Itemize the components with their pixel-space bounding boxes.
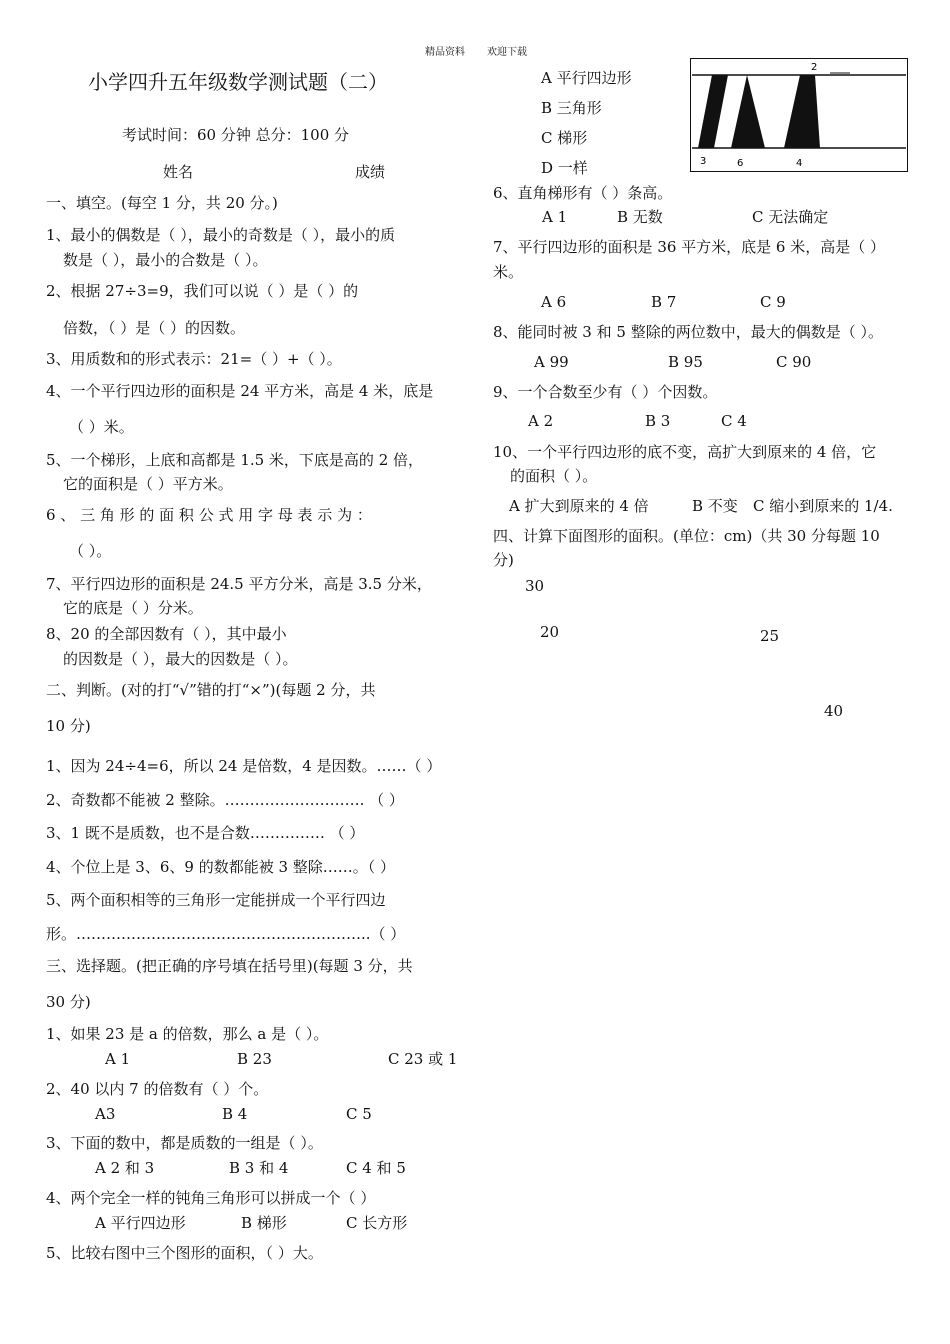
s1-q5-line2: 它的面积是（ ）平方米。 [63, 475, 233, 493]
page-title: 小学四升五年级数学测试题（二） [88, 70, 388, 94]
figure-label-bottom-1: 3 [700, 156, 707, 167]
s3-q1: 1、如果 23 是 a 的倍数，那么 a 是（ ）。 [46, 1025, 329, 1043]
figure-label-top: 2 [811, 62, 818, 73]
s4-label-20: 20 [540, 623, 560, 641]
s1-q7-line1: 7、平行四边形的面积是 24.5 平方分米，高是 3.5 分米， [46, 575, 432, 593]
s3-q10-line1: 10、一个平行四边形的底不变，高扩大到原来的 4 倍，它 [493, 443, 877, 461]
s3-q6: 6、直角梯形有（ ）条高。 [493, 184, 673, 202]
s1-q6-line1: 6 、 三 角 形 的 面 积 公 式 用 字 母 表 示 为 ： [46, 506, 372, 524]
s1-q2-line2: 倍数，（ ）是（ ）的因数。 [63, 319, 246, 337]
s2-q5-line2: 形。…………………………………………………..（ ） [46, 925, 406, 943]
s3-q9: 9、一个合数至少有（ ）个因数。 [493, 383, 718, 401]
triangle-shape [731, 75, 765, 148]
s3-q5-option-b: B 三角形 [541, 99, 602, 117]
section2-heading-line1: 二、判断。(对的打“√”错的打“×”)(每题 2 分，共 [46, 681, 376, 699]
section3-heading-line2: 30 分) [46, 993, 91, 1011]
score-label: 成绩 [355, 163, 386, 181]
header-right-text: 欢迎下载 [487, 47, 527, 58]
s2-q4: 4、个位上是 3、6、9 的数都能被 3 整除……。（ ） [46, 858, 396, 876]
s3-q8: 8、能同时被 3 和 5 整除的两位数中，最大的偶数是（ ）。 [493, 323, 883, 341]
s3-q2: 2、40 以内 7 的倍数有（ ）个。 [46, 1080, 269, 1098]
section1-heading: 一、填空。(每空 1 分，共 20 分。) [46, 194, 278, 212]
s1-q3: 3、用质数和的形式表示：21=（ ）+（ ）。 [46, 350, 342, 368]
figure-label-bottom-3: 4 [796, 158, 803, 169]
s3-q1-option-a: A 1 [105, 1050, 131, 1068]
s3-q7-option-c: C 9 [760, 293, 786, 311]
s4-label-40: 40 [824, 702, 844, 720]
s3-q5-option-c: C 梯形 [541, 129, 588, 147]
s2-q3: 3、1 既不是质数，也不是合数…………… （ ） [46, 824, 365, 842]
s3-q10-option-b: B 不变 [692, 497, 738, 515]
s1-q7-line2: 它的底是（ ）分米。 [63, 599, 203, 617]
s3-q3: 3、下面的数中，都是质数的一组是（ ）。 [46, 1134, 323, 1152]
s3-q2-option-a: A3 [95, 1105, 116, 1123]
s3-q4-option-c: C 长方形 [346, 1214, 408, 1232]
s3-q9-option-a: A 2 [528, 412, 554, 430]
s1-q8-line1: 8、20 的全部因数有（ ），其中最小 [46, 625, 287, 643]
s3-q3-option-a: A 2 和 3 [95, 1159, 155, 1177]
s3-q3-option-c: C 4 和 5 [346, 1159, 406, 1177]
s3-q6-option-b: B 无数 [617, 208, 663, 226]
parallelogram-shape [698, 75, 728, 148]
s1-q2-line1: 2、根据 27÷3=9，我们可以说（ ）是（ ）的 [46, 282, 359, 300]
s3-q7-line1: 7、平行四边形的面积是 36 平方米，底是 6 米，高是（ ） [493, 238, 886, 256]
s1-q6-line2: （ ）。 [69, 542, 112, 560]
s3-q2-option-c: C 5 [346, 1105, 372, 1123]
s3-q9-option-c: C 4 [721, 412, 747, 430]
s3-q9-option-b: B 3 [645, 412, 671, 430]
s3-q7-option-b: B 7 [651, 293, 677, 311]
s3-q10-option-c: C 缩小到原来的 1/4. [753, 497, 893, 515]
s3-q10-line2: 的面积（ ）。 [510, 467, 598, 485]
s2-q2: 2、奇数都不能被 2 整除。………………………. （ ） [46, 791, 404, 809]
s3-q5-option-d: D 一样 [541, 159, 588, 177]
s3-q5-option-a: A 平行四边形 [541, 69, 632, 87]
s1-q1-line1: 1、最小的偶数是（ ），最小的奇数是（ ），最小的质 [46, 226, 396, 244]
s3-q3-option-b: B 3 和 4 [229, 1159, 289, 1177]
s3-q7-line2: 米。 [493, 263, 524, 281]
s3-q6-option-a: A 1 [542, 208, 568, 226]
s3-q4-option-b: B 梯形 [241, 1214, 287, 1232]
s4-label-25: 25 [760, 627, 780, 645]
s3-q1-option-c: C 23 或 1 [388, 1050, 458, 1068]
s3-q6-option-c: C 无法确定 [752, 208, 829, 226]
name-label: 姓名 [163, 163, 194, 181]
trapezoid-shape [784, 75, 820, 148]
s2-q1: 1、因为 24÷4=6，所以 24 是倍数，4 是因数。……（ ） [46, 757, 442, 775]
s1-q5-line1: 5、一个梯形，上底和高都是 1.5 米，下底是高的 2 倍， [46, 451, 424, 469]
figure-label-bottom-2: 6 [737, 158, 744, 169]
section4-heading-line1: 四、计算下面图形的面积。(单位：cm)（共 30 分每题 10 [493, 527, 880, 545]
s3-q10-option-a: A 扩大到原来的 4 倍 [509, 497, 649, 515]
section2-heading-line2: 10 分) [46, 717, 91, 735]
s3-q4-option-a: A 平行四边形 [95, 1214, 186, 1232]
header-left-text: 精品资料 [425, 47, 465, 58]
s3-q5: 5、比较右图中三个图形的面积，（ ）大。 [46, 1244, 323, 1262]
s1-q8-line2: 的因数是（ ），最大的因数是（ ）。 [63, 650, 298, 668]
s3-q4: 4、两个完全一样的钝角三角形可以拼成一个（ ） [46, 1189, 376, 1207]
s1-q1-line2: 数是（ ），最小的合数是（ ）。 [63, 251, 268, 269]
exam-info: 考试时间：60 分钟 总分：100 分 [122, 126, 350, 144]
s3-q8-option-b: B 95 [668, 353, 703, 371]
section3-heading-line1: 三、选择题。(把正确的序号填在括号里)(每题 3 分，共 [46, 957, 413, 975]
s3-q2-option-b: B 4 [222, 1105, 248, 1123]
s4-label-30: 30 [525, 577, 545, 595]
s3-q8-option-c: C 90 [776, 353, 812, 371]
s3-q7-option-a: A 6 [541, 293, 567, 311]
s1-q4-line2: （ ）米。 [69, 418, 134, 436]
s3-q1-option-b: B 23 [237, 1050, 272, 1068]
shapes-comparison-figure [690, 58, 908, 172]
s2-q5-line1: 5、两个面积相等的三角形一定能拼成一个平行四边 [46, 891, 386, 909]
section4-heading-line2: 分) [493, 551, 514, 569]
s1-q4-line1: 4、一个平行四边形的面积是 24 平方米，高是 4 米，底是 [46, 382, 434, 400]
s3-q8-option-a: A 99 [534, 353, 569, 371]
